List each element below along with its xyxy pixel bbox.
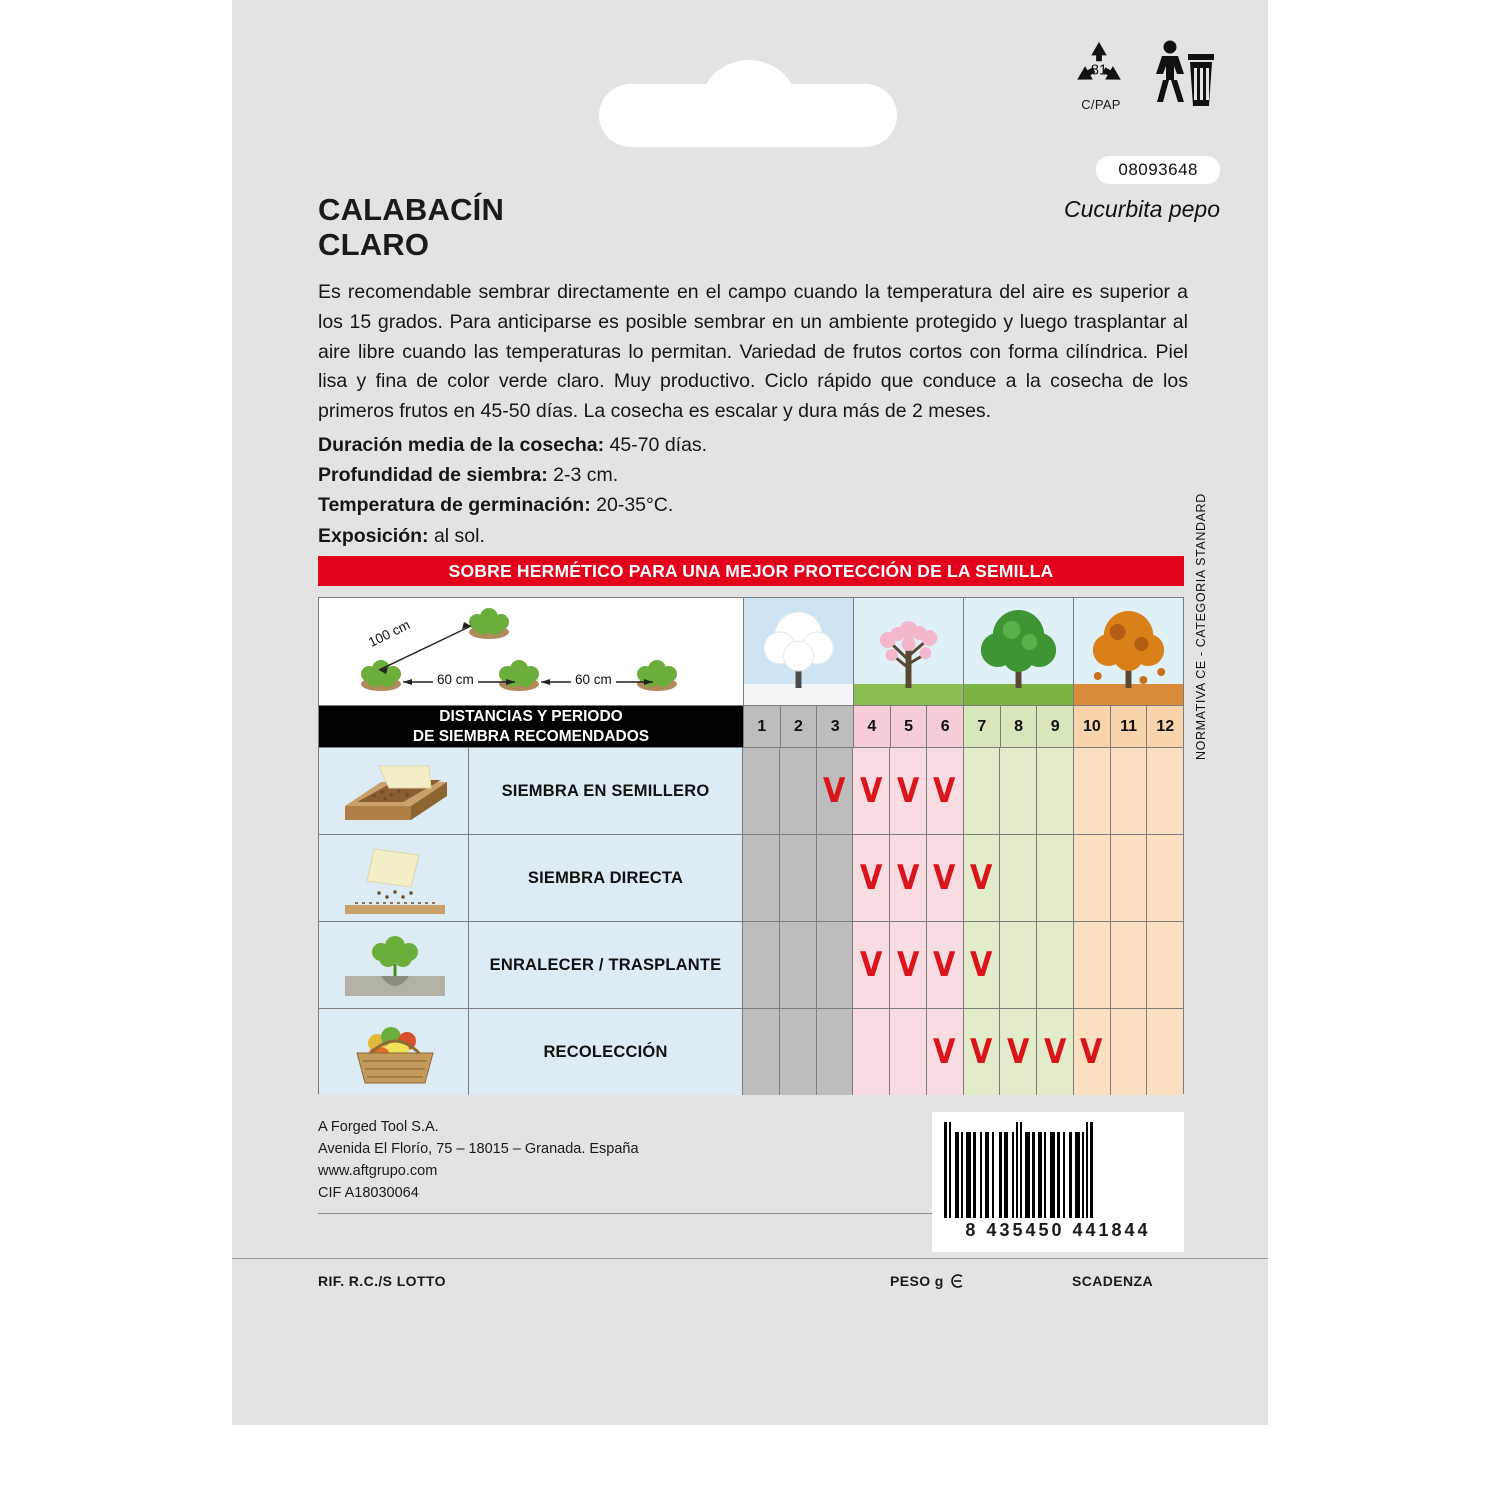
disposal-icons: [1070, 38, 1220, 118]
month-header: [744, 706, 1183, 747]
check-mark: V: [859, 858, 883, 898]
check-mark: V: [933, 771, 956, 811]
cell-r2-m1: [743, 835, 780, 921]
dispose-in-bin-icon: [1150, 38, 1216, 114]
cell-r4-m11: [1111, 1009, 1148, 1095]
month-11: 11: [1111, 706, 1148, 747]
cell-r4-m1: [743, 1009, 780, 1095]
cell-r3-m7: [964, 922, 1001, 1008]
footer-weight: [890, 1273, 966, 1289]
cell-r1-m7: [964, 748, 1001, 834]
diagram-label-row-distance: 100 cm: [365, 617, 413, 650]
company-cif: CIF A18030064: [318, 1185, 419, 1202]
table-row: [319, 747, 1183, 834]
cell-r2-m2: [780, 835, 817, 921]
cell-r4-m10: [1074, 1009, 1111, 1095]
spacing-diagram: [319, 598, 744, 706]
cell-r2-m7: [964, 835, 1001, 921]
spec-item: [318, 460, 1018, 490]
season-images: [744, 598, 1183, 706]
barcode-number: 8 435450 441844: [965, 1220, 1151, 1240]
cell-r2-m12: [1147, 835, 1183, 921]
check-mark: V: [823, 771, 846, 811]
spec-label: Profundidad de siembra:: [318, 464, 548, 487]
company-name: A Forged Tool S.A.: [318, 1119, 439, 1135]
seed-packet: [232, 0, 1268, 1425]
spec-label: Duración media de la cosecha:: [318, 434, 605, 456]
cell-r3-m8: [1000, 922, 1037, 1008]
footer-divider: [232, 1258, 1268, 1259]
row-cells: [743, 922, 1183, 1008]
check-mark: V: [970, 945, 993, 985]
cell-r4-m8: [1000, 1009, 1037, 1095]
harvest-basket-icon: [319, 1009, 469, 1095]
cell-r1-m6: [927, 748, 964, 834]
spec-item: [318, 430, 1018, 460]
cell-r3-m9: [1037, 922, 1074, 1008]
spec-value: 45-70 días.: [609, 434, 708, 456]
table-row: [319, 921, 1183, 1008]
hermetic-banner: SOBRE HERMÉTICO PARA UNA MEJOR PROTECCIÓN DE LA SEMILLA: [318, 556, 1184, 586]
calendar-months-row: [319, 706, 1183, 747]
diagram-label-gap-right: 60 cm: [571, 672, 616, 687]
product-code: 08093648: [1096, 156, 1220, 184]
spec-value: 2-3 cm.: [553, 464, 619, 487]
footer-ref: RIF. R.C./S LOTTO: [318, 1273, 446, 1289]
recycle-icon: [1070, 38, 1132, 118]
check-mark: V: [970, 1032, 993, 1072]
cell-r2-m4: [853, 835, 890, 921]
product-title-line2: CLARO: [318, 226, 430, 262]
direct-sowing-icon: [319, 835, 469, 921]
month-7: 7: [964, 706, 1001, 747]
cell-r4-m4: [853, 1009, 890, 1095]
cell-r1-m2: [780, 748, 817, 834]
spec-label: Exposición:: [318, 524, 429, 547]
recycle-material-code: C/PAP: [1081, 97, 1121, 112]
cell-r1-m3: [817, 748, 854, 834]
cell-r3-m3: [817, 922, 854, 1008]
cell-r2-m11: [1111, 835, 1148, 921]
company-website: www.aftgrupo.com: [318, 1163, 438, 1180]
cell-r3-m1: [743, 922, 780, 1008]
cell-r4-m2: [780, 1009, 817, 1095]
svg-text:81: 81: [1090, 62, 1108, 79]
company-info: [318, 1116, 838, 1204]
table-row: [319, 834, 1183, 921]
spec-list: [318, 430, 1018, 551]
barcode: [932, 1112, 1184, 1252]
cell-r4-m7: [964, 1009, 1001, 1095]
month-12: 12: [1147, 706, 1183, 747]
season-winter-icon: [744, 598, 854, 705]
month-2: 2: [781, 706, 818, 747]
seed-tray-icon: [319, 748, 469, 834]
diagram-label-gap-left: 60 cm: [433, 672, 478, 687]
spec-item: [318, 490, 1018, 520]
cell-r3-m6: [927, 922, 964, 1008]
hang-hole: [599, 84, 897, 147]
check-mark: V: [933, 1032, 956, 1072]
month-1: 1: [744, 706, 781, 747]
cell-r2-m8: [1000, 835, 1037, 921]
cell-r1-m8: [1000, 748, 1037, 834]
cell-r3-m5: [890, 922, 927, 1008]
spec-value: 20-35°C.: [596, 494, 674, 517]
check-mark: V: [1043, 1032, 1067, 1072]
month-6: 6: [927, 706, 964, 747]
check-mark: V: [1006, 1032, 1030, 1072]
spec-value: al sol.: [433, 524, 485, 547]
cell-r3-m12: [1147, 922, 1183, 1008]
row-cells: [743, 835, 1183, 921]
cell-r1-m12: [1147, 748, 1183, 834]
cell-r4-m9: [1037, 1009, 1074, 1095]
season-autumn-icon: [1074, 598, 1183, 705]
company-address: Avenida El Florío, 75 – 18015 – Granada. España: [318, 1141, 639, 1158]
cell-r3-m2: [780, 922, 817, 1008]
cell-r4-m5: [890, 1009, 927, 1095]
cell-r4-m6: [927, 1009, 964, 1095]
barcode-bars: [944, 1122, 1172, 1218]
latin-name: Cucurbita pepo: [1064, 196, 1220, 222]
cell-r4-m3: [817, 1009, 854, 1095]
estimated-sign-icon: [950, 1273, 966, 1289]
divider: [318, 1213, 998, 1214]
check-mark: V: [970, 858, 993, 898]
cell-r2-m9: [1037, 835, 1074, 921]
season-summer-icon: [964, 598, 1074, 705]
check-mark: V: [933, 858, 956, 898]
row-cells: [743, 1009, 1183, 1095]
cell-r3-m10: [1074, 922, 1111, 1008]
cell-r1-m9: [1037, 748, 1074, 834]
cell-r2-m3: [817, 835, 854, 921]
sowing-calendar-table: [318, 597, 1184, 1094]
cell-r4-m12: [1147, 1009, 1183, 1095]
calendar-title-line1: DISTANCIAS Y PERIODO: [439, 708, 623, 726]
check-mark: V: [859, 771, 883, 811]
product-description: Es recomendable sembrar directamente en el campo cuando la temperatura del aire es superior a los 15 grados. Para anticiparse es posible sembrar en un ambiente protegido y luego trasplantar al aire libre cuando las temperaturas lo permitan. Variedad de frutos cortos con forma cilíndrica. Piel lisa y fina de color verde claro. Muy productivo. Ciclo rápido que conduce a la cosecha de los primeros frutos en 45-50 días. La cosecha es escalar y dura más de 2 meses.: [318, 281, 1188, 423]
check-mark: V: [933, 945, 956, 985]
norm-side-note: NORMATIVA CE - CATEGORIA STANDARD: [1194, 493, 1208, 760]
cell-r1-m10: [1074, 748, 1111, 834]
month-9: 9: [1037, 706, 1074, 747]
row-label-sowing-tray: SIEMBRA EN SEMILLERO: [469, 748, 743, 834]
cell-r1-m11: [1111, 748, 1148, 834]
spec-item: [318, 521, 1018, 551]
cell-r2-m6: [927, 835, 964, 921]
calendar-title-line2: DE SIEMBRA RECOMENDADOS: [412, 727, 650, 745]
cell-r3-m4: [853, 922, 890, 1008]
month-5: 5: [891, 706, 928, 747]
month-3: 3: [817, 706, 854, 747]
recycle-triangle-icon: [1070, 38, 1128, 96]
check-mark: V: [896, 945, 920, 985]
calendar-title: [319, 706, 744, 747]
cell-r3-m11: [1111, 922, 1148, 1008]
calendar-header-row: [319, 598, 1183, 706]
check-mark: V: [896, 771, 920, 811]
row-label-direct-sowing: SIEMBRA DIRECTA: [469, 835, 743, 921]
row-cells: [743, 748, 1183, 834]
month-8: 8: [1001, 706, 1038, 747]
product-title-line1: CALABACÍN: [318, 192, 505, 227]
footer-expiry: SCADENZA: [1072, 1273, 1153, 1289]
row-label-harvest: RECOLECCIÓN: [469, 1009, 743, 1095]
month-4: 4: [854, 706, 891, 747]
row-label-transplant: ENRALECER / TRASPLANTE: [469, 922, 743, 1008]
spec-label: Temperatura de germinación:: [318, 494, 591, 517]
footer-weight-label: PESO g: [890, 1273, 944, 1289]
cell-r2-m10: [1074, 835, 1111, 921]
page-title: [318, 193, 504, 262]
check-mark: V: [896, 858, 920, 898]
cell-r1-m1: [743, 748, 780, 834]
transplant-icon: [319, 922, 469, 1008]
month-10: 10: [1074, 706, 1111, 747]
check-mark: V: [1080, 1032, 1103, 1072]
cell-r1-m4: [853, 748, 890, 834]
cell-r1-m5: [890, 748, 927, 834]
table-row: [319, 1008, 1183, 1095]
season-spring-icon: [854, 598, 964, 705]
cell-r2-m5: [890, 835, 927, 921]
check-mark: V: [859, 945, 883, 985]
